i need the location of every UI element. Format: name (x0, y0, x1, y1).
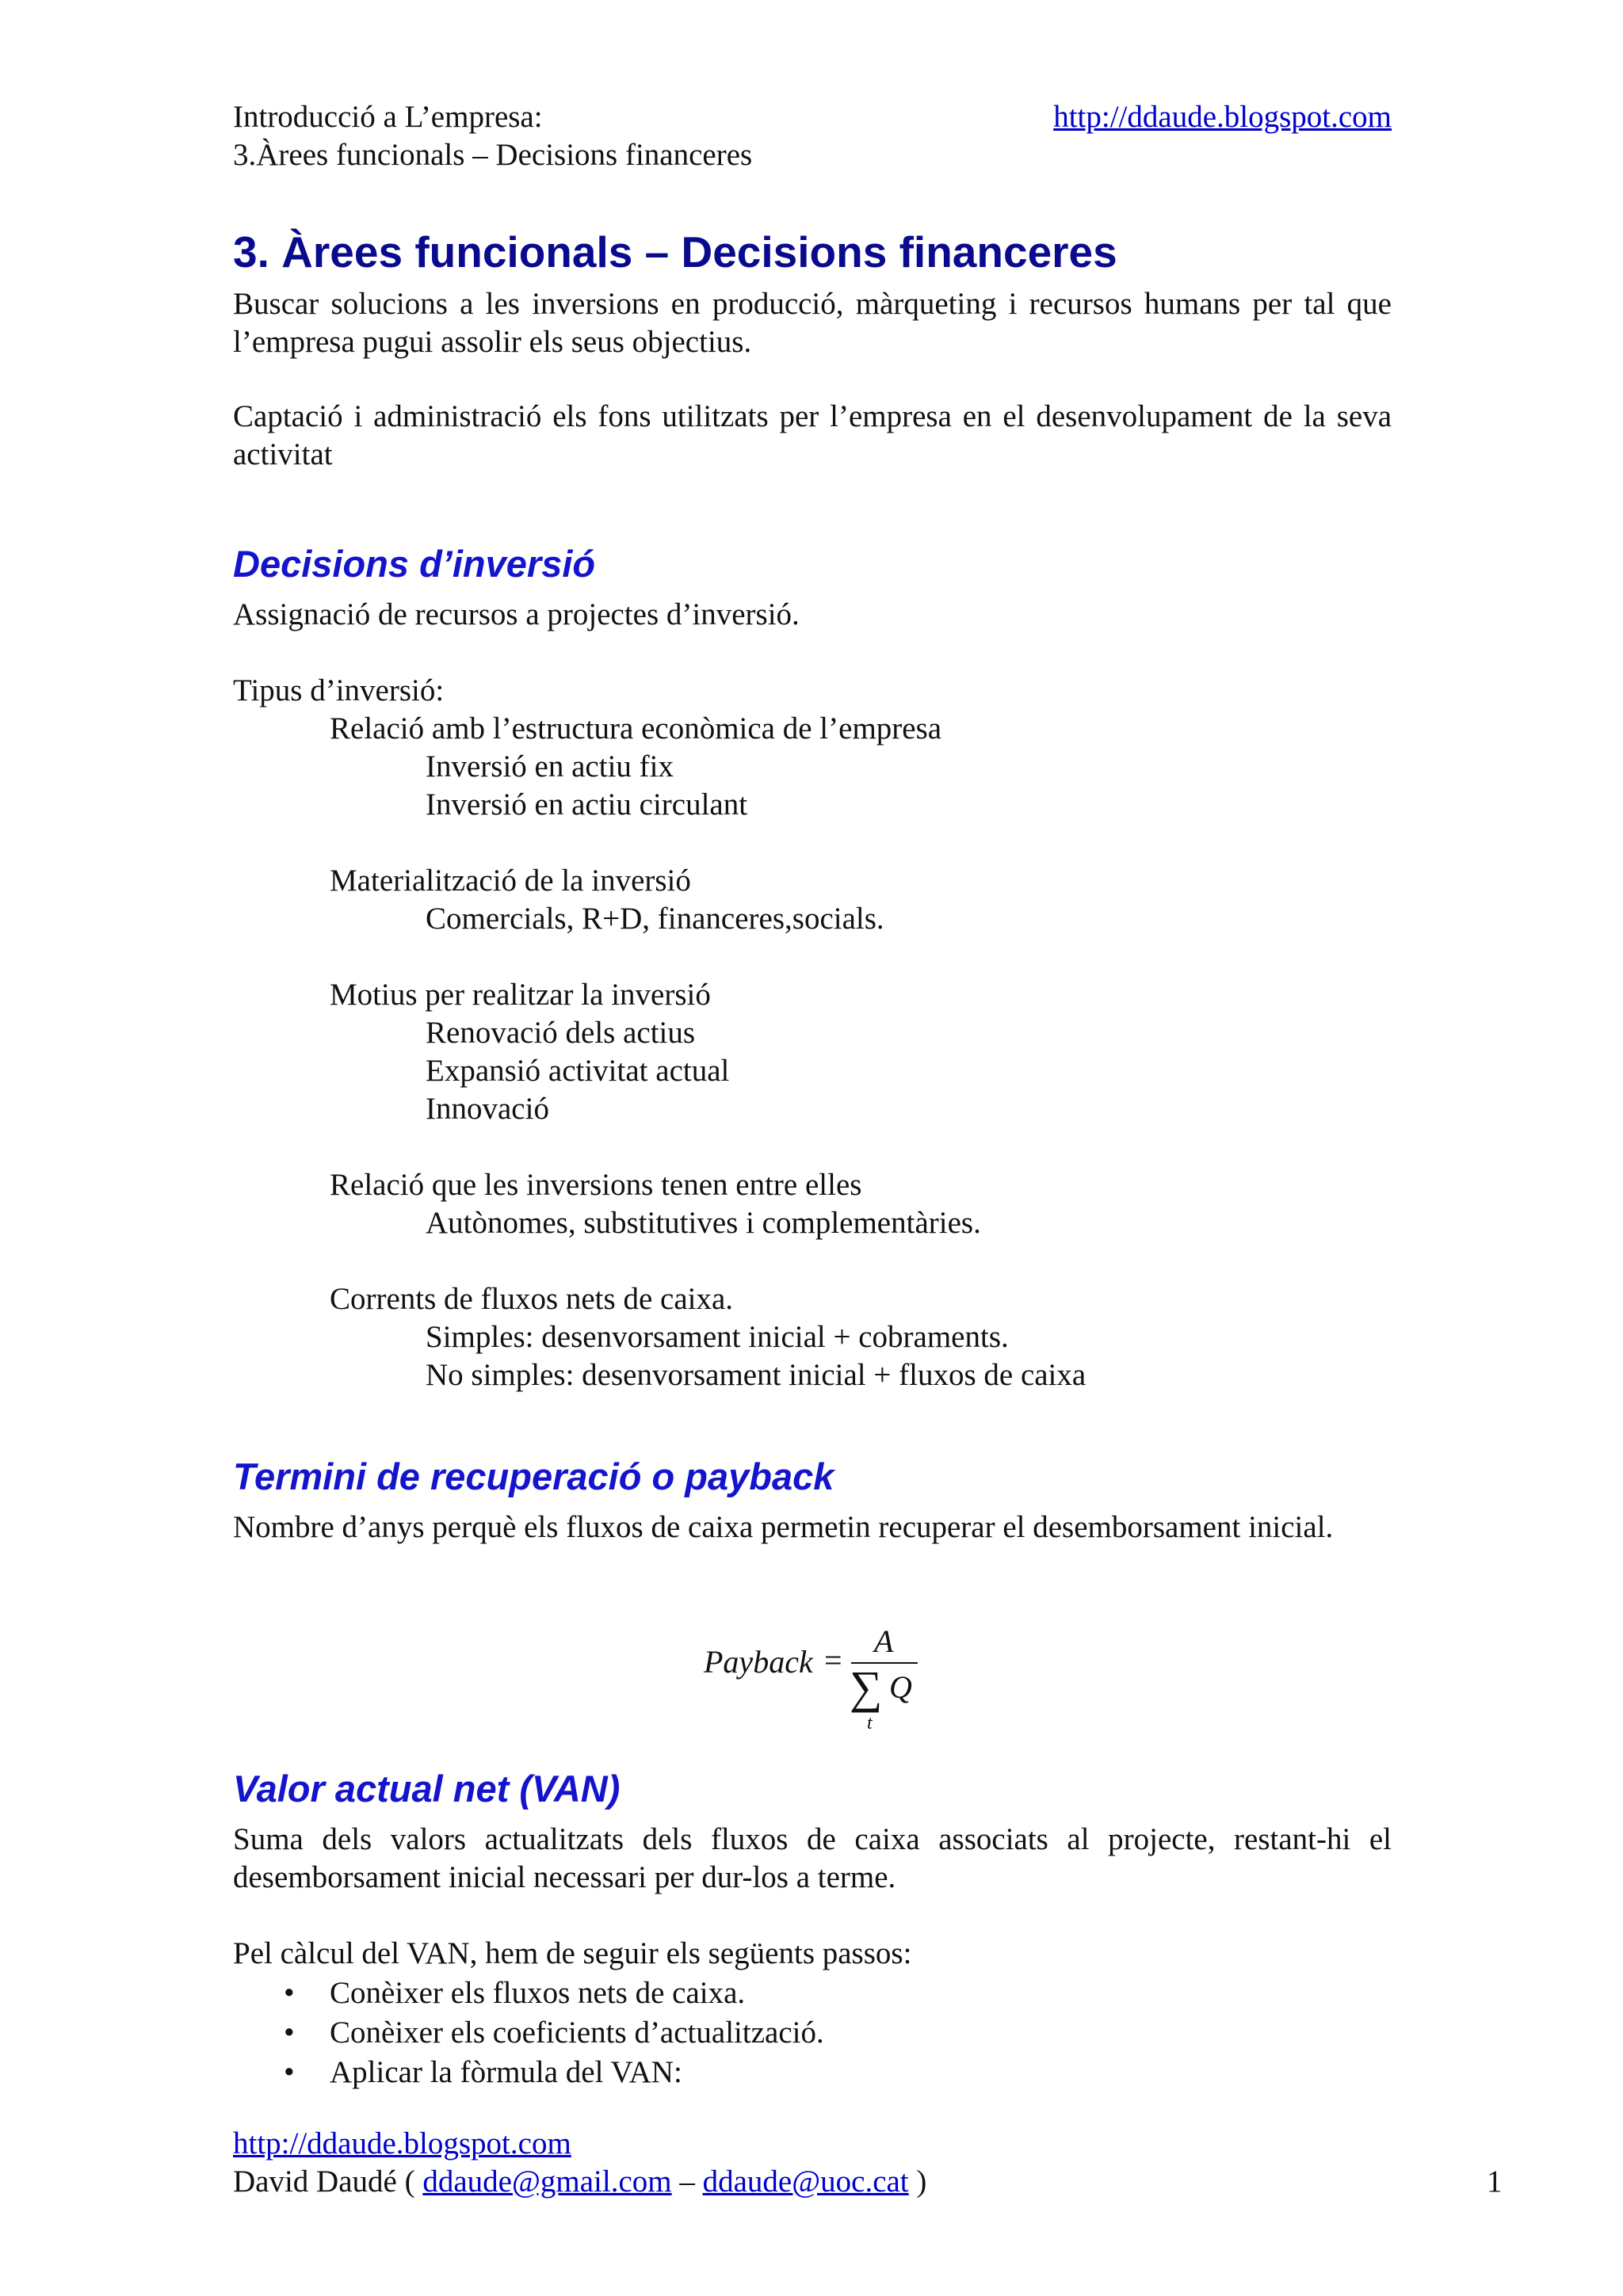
formula-numerator: A (874, 1623, 894, 1659)
group-title: Relació amb l’estructura econòmica de l’empresa (330, 711, 942, 746)
footer-close-paren: ) (916, 2164, 927, 2199)
page-number: 1 (1487, 2164, 1503, 2199)
inversio-description: Assignació de recursos a projectes d’inversió. (233, 597, 800, 631)
payback-description: Nombre d’anys perquè els fluxos de caixa permetin recuperar el desemborsament inicial. (233, 1510, 1334, 1544)
list-item: Conèixer els fluxos nets de caixa. (330, 1976, 746, 2010)
formula-subscript: t (867, 1713, 873, 1733)
section-heading-payback: Termini de recuperació o payback (233, 1455, 834, 1497)
formula-lhs: Payback (704, 1644, 813, 1680)
formula-denominator: Q (889, 1669, 912, 1705)
group-item: Autònomes, substitutives i complementàries. (426, 1206, 981, 1240)
group-item: Simples: desenvorsament inicial + cobraments. (426, 1320, 1009, 1354)
group-item: Innovació (426, 1092, 549, 1126)
van-description: Suma dels valors actualitzats dels fluxos de caixa associats al projecte, restant-hi el desemborsament inicial necessari per dur-los a terme. (233, 1822, 1392, 1894)
footer-author-line (233, 2163, 926, 2201)
bullet-icon: • (284, 1976, 295, 2010)
footer-dash: – (679, 2164, 695, 2199)
page-title: 3. Àrees funcionals – Decisions financeres (233, 227, 1117, 277)
footer-url-link[interactable]: http://ddaude.blogspot.com (233, 2126, 571, 2161)
group-item: Expansió activitat actual (426, 1054, 730, 1088)
formula-sigma: ∑ (850, 1661, 883, 1713)
group-item: No simples: desenvorsament inicial + fluxos de caixa (426, 1358, 1086, 1392)
intro-paragraph-1: Buscar solucions a les inversions en producció, màrqueting i recursos humans per tal que l’empresa pugui assolir els seus objectius. (233, 287, 1392, 359)
group-title: Materialització de la inversió (330, 864, 691, 898)
section-heading-van: Valor actual net (VAN) (233, 1768, 621, 1810)
group-item: Inversió en actiu fix (426, 749, 674, 784)
footer-email-uoc-link[interactable]: ddaude@uoc.cat (702, 2164, 909, 2199)
tipus-label: Tipus d’inversió: (233, 673, 445, 707)
list-item: Conèixer els coeficients d’actualització. (330, 2016, 824, 2050)
group-title: Relació que les inversions tenen entre elles (330, 1168, 862, 1202)
van-steps-intro: Pel càlcul del VAN, hem de seguir els següents passos: (233, 1936, 912, 1970)
bullet-icon: • (284, 2055, 295, 2089)
group-item: Inversió en actiu circulant (426, 788, 748, 822)
group-title: Motius per realitzar la inversió (330, 978, 711, 1012)
group-item: Comercials, R+D, financeres,socials. (426, 902, 884, 936)
group-title: Corrents de fluxos nets de caixa. (330, 1282, 734, 1316)
intro-paragraph-2: Captació i administració els fons utilitzats per l’empresa en el desenvolupament de la seva activitat (233, 399, 1392, 471)
header-url-link[interactable]: http://ddaude.blogspot.com (1053, 100, 1392, 134)
footer-author: David Daudé ( (233, 2164, 415, 2199)
header-chapter: 3.Àrees funcionals – Decisions financeres (233, 138, 753, 172)
footer-email-gmail-link[interactable]: ddaude@gmail.com (422, 2164, 672, 2199)
header-course: Introducció a L’empresa: (233, 100, 543, 134)
section-heading-inversio: Decisions d’inversió (233, 543, 596, 585)
group-item: Renovació dels actius (426, 1016, 696, 1050)
bullet-icon: • (284, 2016, 295, 2050)
formula-equals: = (824, 1642, 842, 1678)
list-item: Aplicar la fòrmula del VAN: (330, 2055, 682, 2089)
